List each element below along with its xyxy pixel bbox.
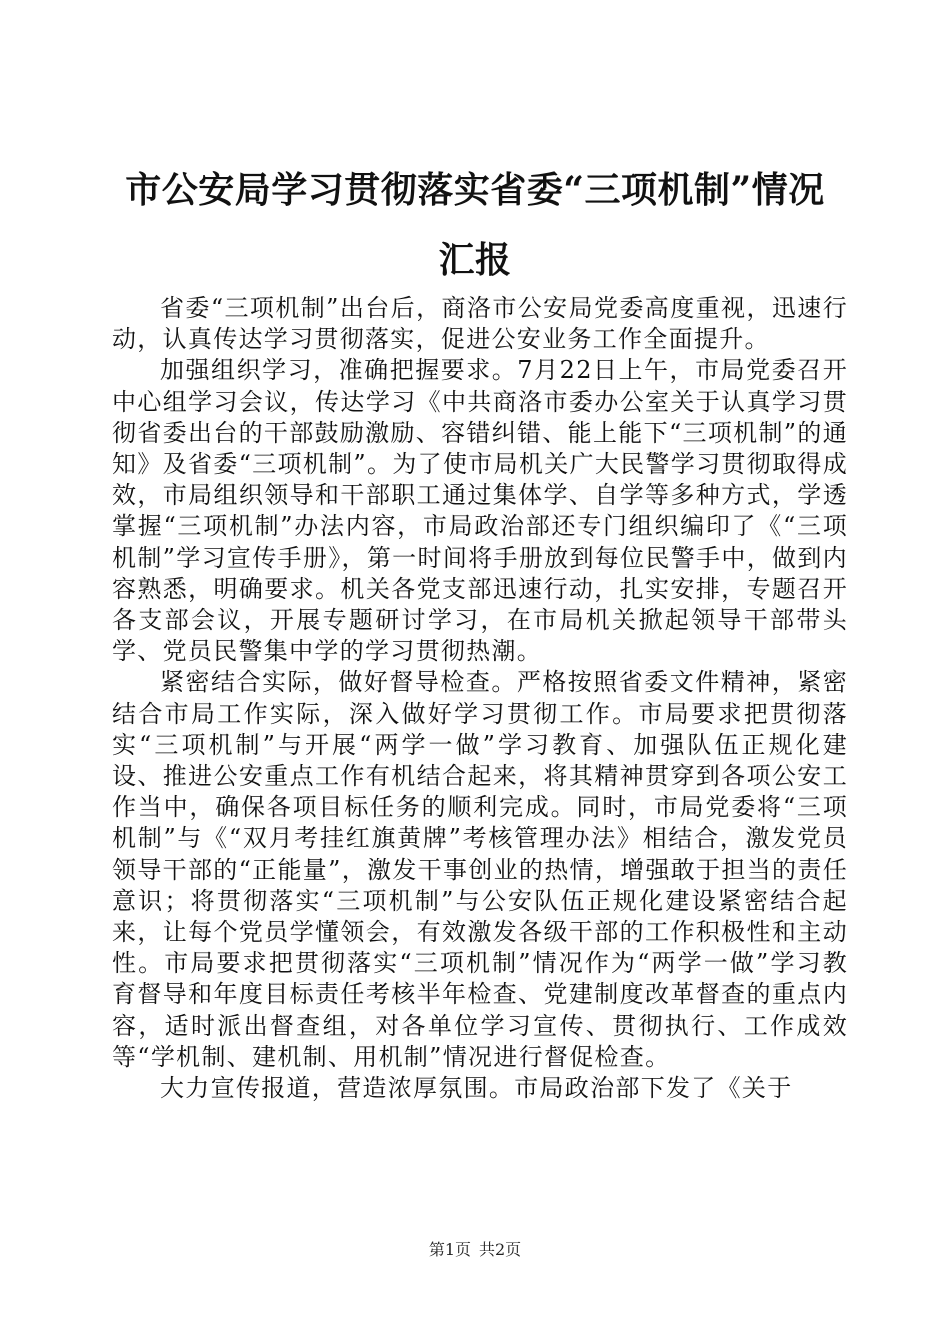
page-footer: [0, 1240, 950, 1260]
page-number: 第1页: [428, 1240, 471, 1259]
document-body: [112, 293, 848, 1104]
document-title: 市公安局学习贯彻落实省委“三项机制”情况汇报: [125, 169, 825, 281]
paragraph-intro: 省委“三项机制”出台后，商洛市公安局党委高度重视，迅速行动，认真传达学习贯彻落实，促进公安业务工作全面提升。: [112, 294, 848, 354]
paragraph-publicity: 大力宣传报道，营造浓厚氛围。市局政治部下发了《关于: [160, 1074, 793, 1103]
page-total: 共2页: [479, 1240, 522, 1259]
paragraph-supervision: 紧密结合实际，做好督导检查。严格按照省委文件精神，紧密结合市局工作实际，深入做好学习贯彻工作。市局要求把贯彻落实“三项机制”与开展“两学一做”学习教育、加强队伍正规化建设、推进公安重点工作有机结合起来，将其精神贯穿到各项公安工作当中，确保各项目标任务的顺利完成。同时，市局党委将“三项机制”与《“双月考挂红旗黄牌”考核管理办法》相结合，激发党员领导干部的“正能量”，激发干事创业的热情，增强敢于担当的责任意识；将贯彻落实“三项机制”与公安队伍正规化建设紧密结合起来，让每个党员学懂领会，有效激发各级干部的工作积极性和主动性。市局要求把贯彻落实“三项机制”情况作为“两学一做”学习教育督导和年度目标责任考核半年检查、党建制度改革督查的重点内容，适时派出督查组，对各单位学习宣传、贯彻执行、工作成效等“学机制、建机制、用机制”情况进行督促检查。: [112, 668, 848, 1071]
paragraph-study: 加强组织学习，准确把握要求。7月22日上午，市局党委召开中心组学习会议，传达学习《中共商洛市委办公室关于认真学习贯彻省委出台的干部鼓励激励、容错纠错、能上能下“三项机制”的通知》及省委“三项机制”。为了使市局机关广大民警学习贯彻取得成效，市局组织领导和干部职工通过集体学、自学等多种方式，学透掌握“三项机制”办法内容，市局政治部还专门组织编印了《“三项机制”学习宣传手册》，第一时间将手册放到每位民警手中，做到内容熟悉，明确要求。机关各党支部迅速行动，扎实安排，专题召开各支部会议，开展专题研讨学习，在市局机关掀起领导干部带头学、党员民警集中学的学习贯彻热潮。: [112, 356, 848, 666]
